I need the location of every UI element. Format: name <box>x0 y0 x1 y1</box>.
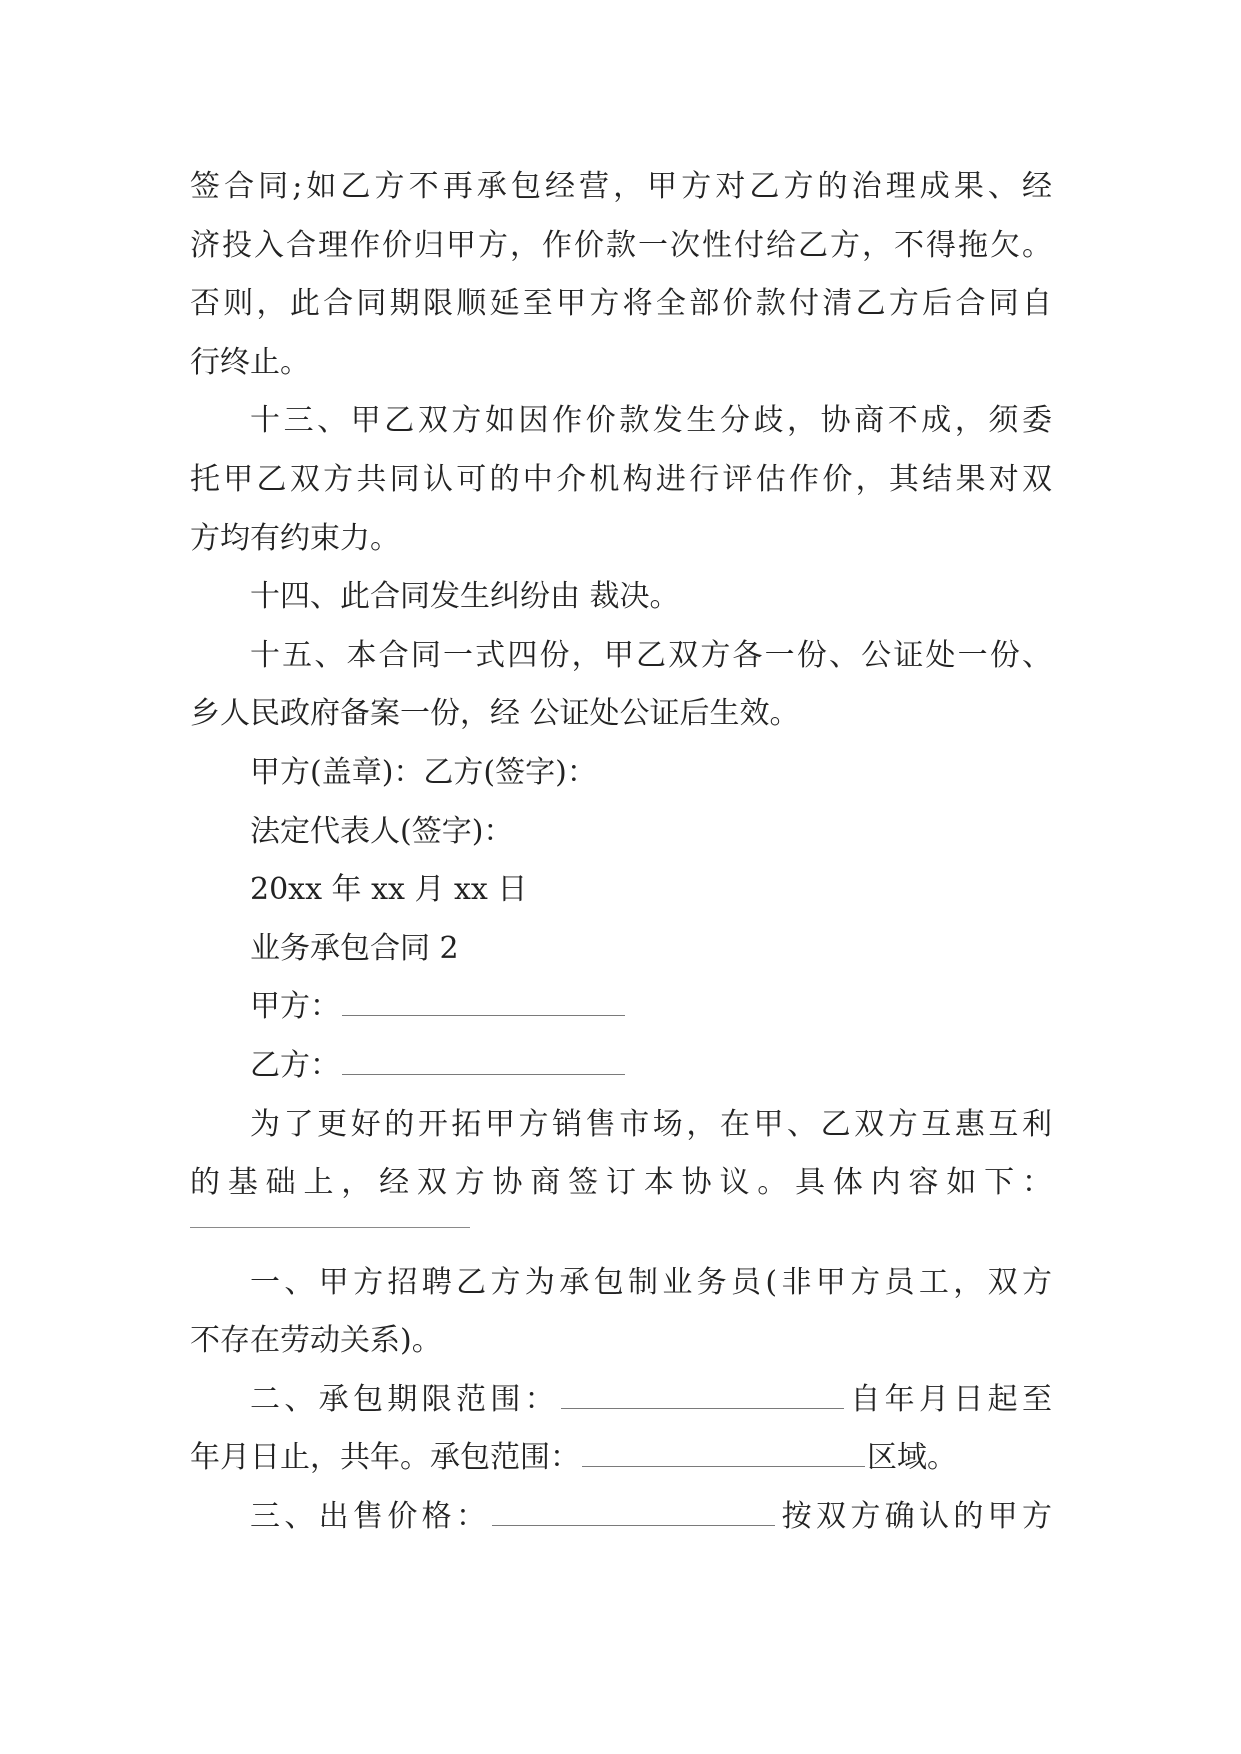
text-line: 十五、本合同一式四份，甲乙双方各一份、公证处一份、 <box>250 637 1052 673</box>
text-segment: 年月日止，共年。承包范围： <box>190 1440 580 1476</box>
text-segment: 区域。 <box>867 1440 957 1476</box>
party-b-blank <box>342 1054 625 1075</box>
text-line: 十三、甲乙双方如因作价款发生分歧，协商不成，须委 <box>250 403 1052 439</box>
text-line: 业务承包合同 2 <box>250 930 459 966</box>
text-line: 乡人民政府备案一份，经 公证处公证后生效。 <box>190 696 800 732</box>
text-line: 的基础上，经双方协商签订本协议。具体内容如下： <box>190 1165 1052 1201</box>
clause-15 <box>190 627 1052 686</box>
paragraph-line <box>190 685 1052 744</box>
document-body <box>190 158 1052 1547</box>
divider-rule <box>190 1227 470 1228</box>
text-line: 甲方(盖章)：乙方(签字)： <box>250 754 597 790</box>
paragraph-termination-continued <box>190 158 1052 217</box>
text-segment: 三、出售价格： <box>250 1499 491 1535</box>
paragraph-line <box>190 1312 1052 1371</box>
party-a-label: 甲方： <box>250 989 340 1025</box>
party-b-line <box>190 1037 1052 1096</box>
text-segment: 自年月日起至 <box>846 1381 1052 1417</box>
signature-legal-rep <box>190 803 1052 862</box>
paragraph-line <box>190 275 1052 334</box>
area-blank <box>582 1446 865 1467</box>
clause-14 <box>190 568 1052 627</box>
clause-1 <box>190 1254 1052 1313</box>
text-line: 行终止。 <box>190 344 310 380</box>
paragraph-line <box>190 217 1052 276</box>
paragraph-line <box>190 334 1052 393</box>
clause-3 <box>190 1488 1052 1547</box>
term-blank <box>561 1388 844 1409</box>
text-line: 20xx 年 xx 月 xx 日 <box>250 872 528 908</box>
text-line: 不存在劳动关系)。 <box>190 1323 442 1359</box>
text-segment: 按双方确认的甲方 <box>777 1499 1053 1535</box>
party-b-label: 乙方： <box>250 1047 340 1083</box>
party-a-blank <box>342 995 625 1016</box>
signature-date <box>190 861 1052 920</box>
text-line: 否则，此合同期限顺延至甲方将全部价款付清乙方后合同自 <box>190 286 1052 322</box>
text-line: 为了更好的开拓甲方销售市场，在甲、乙双方互惠互利 <box>250 1106 1052 1142</box>
contract-2-title <box>190 920 1052 979</box>
paragraph-line <box>190 510 1052 569</box>
party-a-line <box>190 978 1052 1037</box>
paragraph-line <box>190 1429 1052 1488</box>
text-line: 方均有约束力。 <box>190 520 400 556</box>
clause-2 <box>190 1371 1052 1430</box>
text-line: 十四、此合同发生纠纷由 裁决。 <box>250 579 680 615</box>
text-line: 托甲乙双方共同认可的中介机构进行评估作价，其结果对双 <box>190 461 1052 497</box>
text-line: 一、甲方招聘乙方为承包制业务员(非甲方员工，双方 <box>250 1264 1052 1300</box>
price-blank <box>492 1505 775 1526</box>
text-line: 签合同;如乙方不再承包经营，甲方对乙方的治理成果、经 <box>190 169 1052 204</box>
paragraph-line <box>190 451 1052 510</box>
text-line: 法定代表人(签字)： <box>250 813 514 849</box>
signature-party-a-b <box>190 744 1052 803</box>
clause-13 <box>190 392 1052 451</box>
preamble <box>190 1096 1052 1155</box>
text-line: 济投入合理作价归甲方，作价款一次性付给乙方，不得拖欠。 <box>190 227 1052 263</box>
text-segment: 二、承包期限范围： <box>250 1381 559 1417</box>
paragraph-line <box>190 1154 1052 1213</box>
